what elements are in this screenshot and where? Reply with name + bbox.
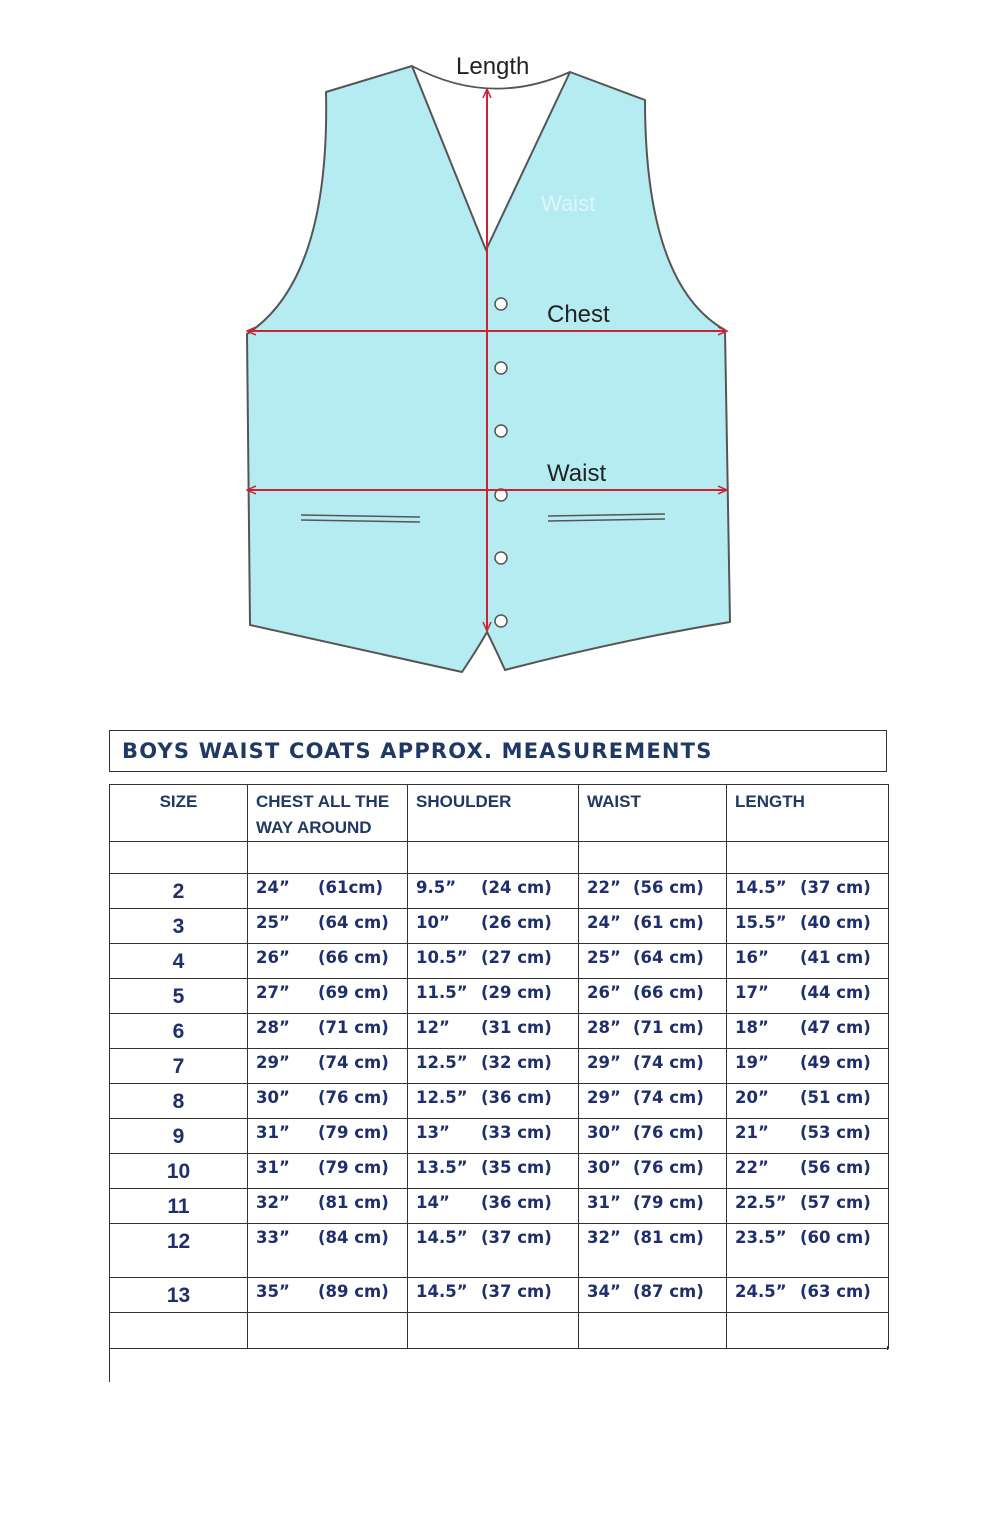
length-cm: (44 cm) bbox=[800, 983, 871, 1002]
chest-pair bbox=[256, 1228, 399, 1247]
size-cell: 3 bbox=[110, 909, 248, 944]
chest-inches: 35” bbox=[256, 1282, 290, 1301]
table-row bbox=[110, 1278, 889, 1313]
header-size: SIZE bbox=[110, 785, 248, 842]
shoulder-inches: 9.5” bbox=[416, 878, 457, 897]
length-cm: (63 cm) bbox=[800, 1282, 871, 1301]
chest-cell bbox=[248, 944, 408, 979]
shoulder-inches: 12.5” bbox=[416, 1053, 468, 1072]
waist-cm: (76 cm) bbox=[633, 1158, 704, 1177]
waist-cell bbox=[579, 1189, 727, 1224]
waist-cm: (81 cm) bbox=[633, 1228, 704, 1247]
chest-cell bbox=[248, 979, 408, 1014]
vest-body bbox=[247, 66, 730, 672]
length-cell bbox=[727, 1189, 889, 1224]
chest-cm: (61cm) bbox=[318, 878, 384, 897]
waist-cm: (71 cm) bbox=[633, 1018, 704, 1037]
shoulder-cm: (27 cm) bbox=[481, 948, 552, 967]
chest-inches: 32” bbox=[256, 1193, 290, 1212]
waist-cm: (56 cm) bbox=[633, 878, 704, 897]
chest-cell bbox=[248, 1224, 408, 1278]
length-inches: 21” bbox=[735, 1123, 769, 1142]
waist-pair bbox=[587, 1123, 718, 1142]
chest-inches: 31” bbox=[256, 1158, 290, 1177]
chest-pair bbox=[256, 1053, 399, 1072]
waist-faint-label: Waist bbox=[541, 191, 596, 216]
chest-inches: 31” bbox=[256, 1123, 290, 1142]
header-length: LENGTH bbox=[727, 785, 889, 842]
chest-inches: 27” bbox=[256, 983, 290, 1002]
shoulder-cell bbox=[408, 979, 579, 1014]
table-row bbox=[110, 979, 889, 1014]
length-inches: 14.5” bbox=[735, 878, 787, 897]
shoulder-cell bbox=[408, 874, 579, 909]
length-cell bbox=[727, 874, 889, 909]
chest-cm: (79 cm) bbox=[318, 1158, 389, 1177]
chest-pair bbox=[256, 1088, 399, 1107]
chest-pair bbox=[256, 1123, 399, 1142]
length-inches: 22” bbox=[735, 1158, 769, 1177]
shoulder-pair bbox=[416, 983, 570, 1002]
chest-pair bbox=[256, 1158, 399, 1177]
shoulder-cell bbox=[408, 1084, 579, 1119]
header-chest-line1: CHEST ALL THE bbox=[256, 792, 390, 811]
shoulder-pair bbox=[416, 878, 570, 897]
waist-inches: 26” bbox=[587, 983, 621, 1002]
length-pair bbox=[735, 1053, 880, 1072]
shoulder-cell bbox=[408, 1119, 579, 1154]
shoulder-cm: (36 cm) bbox=[481, 1193, 552, 1212]
waist-inches: 30” bbox=[587, 1123, 621, 1142]
waist-inches: 25” bbox=[587, 948, 621, 967]
table-right-tail bbox=[887, 1346, 888, 1350]
chest-cell bbox=[248, 1119, 408, 1154]
shoulder-pair bbox=[416, 1123, 570, 1142]
header-chest-line2: WAY AROUND bbox=[256, 818, 372, 837]
chest-pair bbox=[256, 1193, 399, 1212]
length-inches: 22.5” bbox=[735, 1193, 787, 1212]
table-row bbox=[110, 1189, 889, 1224]
button bbox=[495, 362, 507, 374]
button bbox=[495, 298, 507, 310]
shoulder-cm: (37 cm) bbox=[481, 1282, 552, 1301]
button bbox=[495, 552, 507, 564]
table-row bbox=[110, 1084, 889, 1119]
table-title-box bbox=[109, 730, 887, 772]
waist-pair bbox=[587, 1228, 718, 1247]
size-cell: 13 bbox=[110, 1278, 248, 1313]
waist-cm: (76 cm) bbox=[633, 1123, 704, 1142]
chest-pair bbox=[256, 948, 399, 967]
waist-pair bbox=[587, 1088, 718, 1107]
waist-inches: 29” bbox=[587, 1053, 621, 1072]
shoulder-cell bbox=[408, 1189, 579, 1224]
shoulder-cm: (32 cm) bbox=[481, 1053, 552, 1072]
shoulder-cell bbox=[408, 1278, 579, 1313]
shoulder-pair bbox=[416, 1053, 570, 1072]
waist-cm: (74 cm) bbox=[633, 1053, 704, 1072]
waist-cell bbox=[579, 1154, 727, 1189]
shoulder-pair bbox=[416, 913, 570, 932]
shoulder-inches: 14.5” bbox=[416, 1282, 468, 1301]
length-cm: (37 cm) bbox=[800, 878, 871, 897]
size-cell: 12 bbox=[110, 1224, 248, 1278]
chest-cm: (79 cm) bbox=[318, 1123, 389, 1142]
shoulder-pair bbox=[416, 1088, 570, 1107]
length-pair bbox=[735, 1088, 880, 1107]
shoulder-cm: (37 cm) bbox=[481, 1228, 552, 1247]
waist-cell bbox=[579, 944, 727, 979]
shoulder-inches: 10.5” bbox=[416, 948, 468, 967]
shoulder-cell bbox=[408, 1049, 579, 1084]
chest-cell bbox=[248, 909, 408, 944]
length-pair bbox=[735, 983, 880, 1002]
length-pair bbox=[735, 878, 880, 897]
waist-cm: (74 cm) bbox=[633, 1088, 704, 1107]
waist-inches: 31” bbox=[587, 1193, 621, 1212]
waist-inches: 24” bbox=[587, 913, 621, 932]
waist-inches: 29” bbox=[587, 1088, 621, 1107]
chest-cm: (81 cm) bbox=[318, 1193, 389, 1212]
length-inches: 15.5” bbox=[735, 913, 787, 932]
length-cell bbox=[727, 1224, 889, 1278]
waist-label: Waist bbox=[547, 460, 607, 487]
length-pair bbox=[735, 1018, 880, 1037]
waist-cell bbox=[579, 1084, 727, 1119]
shoulder-cm: (26 cm) bbox=[481, 913, 552, 932]
length-inches: 18” bbox=[735, 1018, 769, 1037]
size-cell: 9 bbox=[110, 1119, 248, 1154]
waist-inches: 28” bbox=[587, 1018, 621, 1037]
chest-inches: 24” bbox=[256, 878, 290, 897]
shoulder-pair bbox=[416, 948, 570, 967]
table-row bbox=[110, 1119, 889, 1154]
length-cm: (47 cm) bbox=[800, 1018, 871, 1037]
waist-cell bbox=[579, 1049, 727, 1084]
table-row bbox=[110, 909, 889, 944]
chest-cell bbox=[248, 1014, 408, 1049]
length-cm: (56 cm) bbox=[800, 1158, 871, 1177]
shoulder-cm: (35 cm) bbox=[481, 1158, 552, 1177]
length-cell bbox=[727, 1278, 889, 1313]
chest-inches: 25” bbox=[256, 913, 290, 932]
shoulder-inches: 14.5” bbox=[416, 1228, 468, 1247]
length-pair bbox=[735, 1282, 880, 1301]
length-cm: (60 cm) bbox=[800, 1228, 871, 1247]
size-cell: 6 bbox=[110, 1014, 248, 1049]
waist-cell bbox=[579, 1119, 727, 1154]
size-cell: 10 bbox=[110, 1154, 248, 1189]
chest-pair bbox=[256, 913, 399, 932]
shoulder-inches: 13” bbox=[416, 1123, 450, 1142]
waist-cell bbox=[579, 1278, 727, 1313]
waist-cell bbox=[579, 874, 727, 909]
length-cm: (57 cm) bbox=[800, 1193, 871, 1212]
table-title: BOYS WAIST COATS APPROX. MEASUREMENTS bbox=[122, 739, 713, 763]
length-cell bbox=[727, 1049, 889, 1084]
chest-cell bbox=[248, 1084, 408, 1119]
table-row bbox=[110, 1154, 889, 1189]
shoulder-cell bbox=[408, 909, 579, 944]
length-pair bbox=[735, 948, 880, 967]
waist-inches: 34” bbox=[587, 1282, 621, 1301]
waist-cell bbox=[579, 909, 727, 944]
shoulder-inches: 11.5” bbox=[416, 983, 468, 1002]
blank-row bbox=[110, 1313, 889, 1349]
button bbox=[495, 615, 507, 627]
length-inches: 19” bbox=[735, 1053, 769, 1072]
shoulder-inches: 10” bbox=[416, 913, 450, 932]
waist-pair bbox=[587, 1193, 718, 1212]
waist-cell bbox=[579, 979, 727, 1014]
chest-label: Chest bbox=[547, 301, 610, 328]
length-cm: (51 cm) bbox=[800, 1088, 871, 1107]
chest-inches: 33” bbox=[256, 1228, 290, 1247]
length-cm: (49 cm) bbox=[800, 1053, 871, 1072]
waist-inches: 30” bbox=[587, 1158, 621, 1177]
length-cell bbox=[727, 979, 889, 1014]
length-cm: (41 cm) bbox=[800, 948, 871, 967]
size-chart-table bbox=[109, 784, 889, 1349]
shoulder-pair bbox=[416, 1018, 570, 1037]
chest-cell bbox=[248, 874, 408, 909]
chest-cm: (84 cm) bbox=[318, 1228, 389, 1247]
waist-pair bbox=[587, 1018, 718, 1037]
size-cell: 4 bbox=[110, 944, 248, 979]
chest-cm: (76 cm) bbox=[318, 1088, 389, 1107]
chest-cm: (64 cm) bbox=[318, 913, 389, 932]
chest-cm: (74 cm) bbox=[318, 1053, 389, 1072]
length-cell bbox=[727, 1084, 889, 1119]
size-cell: 5 bbox=[110, 979, 248, 1014]
size-cell: 2 bbox=[110, 874, 248, 909]
table-row bbox=[110, 874, 889, 909]
chest-pair bbox=[256, 1282, 399, 1301]
shoulder-pair bbox=[416, 1158, 570, 1177]
waist-cm: (87 cm) bbox=[633, 1282, 704, 1301]
waist-pair bbox=[587, 948, 718, 967]
chest-inches: 29” bbox=[256, 1053, 290, 1072]
table-left-tail bbox=[109, 1346, 110, 1382]
length-pair bbox=[735, 1193, 880, 1212]
shoulder-inches: 13.5” bbox=[416, 1158, 468, 1177]
chest-pair bbox=[256, 878, 399, 897]
header-row bbox=[110, 785, 889, 842]
length-cell bbox=[727, 1119, 889, 1154]
chest-cell bbox=[248, 1189, 408, 1224]
table-row bbox=[110, 944, 889, 979]
chest-cm: (69 cm) bbox=[318, 983, 389, 1002]
length-cm: (40 cm) bbox=[800, 913, 871, 932]
chest-cm: (71 cm) bbox=[318, 1018, 389, 1037]
size-cell: 7 bbox=[110, 1049, 248, 1084]
shoulder-inches: 12” bbox=[416, 1018, 450, 1037]
shoulder-cm: (33 cm) bbox=[481, 1123, 552, 1142]
header-waist: WAIST bbox=[579, 785, 727, 842]
shoulder-cell bbox=[408, 1154, 579, 1189]
length-pair bbox=[735, 1123, 880, 1142]
chest-inches: 28” bbox=[256, 1018, 290, 1037]
waist-pair bbox=[587, 1282, 718, 1301]
length-cell bbox=[727, 909, 889, 944]
shoulder-pair bbox=[416, 1282, 570, 1301]
waist-cm: (79 cm) bbox=[633, 1193, 704, 1212]
waist-cell bbox=[579, 1014, 727, 1049]
waist-pair bbox=[587, 913, 718, 932]
length-cell bbox=[727, 1154, 889, 1189]
table-row bbox=[110, 1049, 889, 1084]
shoulder-cm: (24 cm) bbox=[481, 878, 552, 897]
length-pair bbox=[735, 1158, 880, 1177]
chest-cm: (66 cm) bbox=[318, 948, 389, 967]
length-cell bbox=[727, 1014, 889, 1049]
chest-cell bbox=[248, 1049, 408, 1084]
waist-inches: 22” bbox=[587, 878, 621, 897]
shoulder-pair bbox=[416, 1193, 570, 1212]
chest-pair bbox=[256, 1018, 399, 1037]
waist-cm: (61 cm) bbox=[633, 913, 704, 932]
length-label: Length bbox=[456, 53, 530, 80]
waist-cm: (66 cm) bbox=[633, 983, 704, 1002]
length-inches: 16” bbox=[735, 948, 769, 967]
shoulder-cm: (31 cm) bbox=[481, 1018, 552, 1037]
length-cell bbox=[727, 944, 889, 979]
length-pair bbox=[735, 913, 880, 932]
header-shoulder: SHOULDER bbox=[408, 785, 579, 842]
shoulder-cm: (29 cm) bbox=[481, 983, 552, 1002]
shoulder-inches: 12.5” bbox=[416, 1088, 468, 1107]
button bbox=[495, 425, 507, 437]
length-cm: (53 cm) bbox=[800, 1123, 871, 1142]
size-cell: 11 bbox=[110, 1189, 248, 1224]
chest-inches: 26” bbox=[256, 948, 290, 967]
table-row bbox=[110, 1014, 889, 1049]
chest-inches: 30” bbox=[256, 1088, 290, 1107]
table-row bbox=[110, 1224, 889, 1278]
chest-cell bbox=[248, 1154, 408, 1189]
length-inches: 24.5” bbox=[735, 1282, 787, 1301]
shoulder-cell bbox=[408, 1014, 579, 1049]
chest-cm: (89 cm) bbox=[318, 1282, 389, 1301]
waist-pair bbox=[587, 1158, 718, 1177]
waist-pair bbox=[587, 983, 718, 1002]
waist-cell bbox=[579, 1224, 727, 1278]
shoulder-pair bbox=[416, 1228, 570, 1247]
waist-inches: 32” bbox=[587, 1228, 621, 1247]
blank-row bbox=[110, 842, 889, 874]
waist-pair bbox=[587, 1053, 718, 1072]
shoulder-cm: (36 cm) bbox=[481, 1088, 552, 1107]
chest-cell bbox=[248, 1278, 408, 1313]
shoulder-cell bbox=[408, 1224, 579, 1278]
waist-cm: (64 cm) bbox=[633, 948, 704, 967]
size-cell: 8 bbox=[110, 1084, 248, 1119]
waistcoat-diagram bbox=[0, 0, 1000, 700]
length-inches: 20” bbox=[735, 1088, 769, 1107]
chest-pair bbox=[256, 983, 399, 1002]
waist-pair bbox=[587, 878, 718, 897]
shoulder-cell bbox=[408, 944, 579, 979]
length-inches: 17” bbox=[735, 983, 769, 1002]
length-pair bbox=[735, 1228, 880, 1247]
shoulder-inches: 14” bbox=[416, 1193, 450, 1212]
length-inches: 23.5” bbox=[735, 1228, 787, 1247]
header-chest bbox=[248, 785, 408, 842]
